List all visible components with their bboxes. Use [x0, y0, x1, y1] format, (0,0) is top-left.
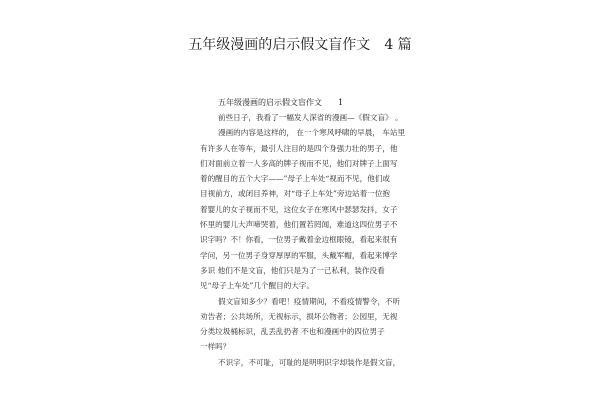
essay-line: 有许多人在等车，最引人注目的是四个身强力壮的男子，他 — [200, 143, 398, 153]
essay-line: 着的醒目的五个大字——”母子上车处“视而不见，他们或 — [200, 174, 391, 184]
essay-line: 目视前方，或闭目养神，对“母子上车处”旁边站着一位抱 — [200, 189, 391, 199]
document-title — [0, 34, 600, 54]
document-title-text: 五年级漫画的启示假文盲作文 — [188, 37, 371, 53]
section-heading-text: 五年级漫画的启示假文盲作文 — [218, 98, 322, 107]
document-title-count: 4 篇 — [384, 37, 412, 53]
essay-line: 见“母子上车处”几个醒目的大字。 — [200, 281, 315, 291]
essay-line: 分类垃圾桶标识，乱丢乱扔者 不也和漫画中的四位男子 — [200, 327, 385, 337]
section-heading — [218, 97, 343, 108]
essay-line: 学问，另一位男子身穿厚厚的军服，头戴军帽，看起来博学 — [200, 250, 398, 260]
essay-line: 着婴儿的女子视而不见，这位女子在寒风中瑟瑟发抖，女子 — [200, 204, 398, 214]
section-number: 1 — [338, 98, 344, 107]
essay-line: 漫画的内容是这样的， 在一个寒风呼啸的早晨， 车站里 — [218, 128, 406, 138]
essay-line: 假文盲知多少？看吧！疫情期间，不看疫情警令，不听 — [218, 296, 401, 306]
essay-line: 识字吗？不！你看，一位男子戴着金边框眼镜，看起来很有 — [200, 235, 398, 245]
essay-body — [200, 110, 406, 370]
essay-line: 怀里的婴儿大声啼哭着，他们置若罔闻，难道这四位男子不 — [200, 220, 398, 230]
essay-line: 多识 他们不是文盲，他们只是为了一己私利，装作没看 — [200, 265, 385, 275]
essay-line: 不识字，不可耻，可耻的是明明识字却装作是假文盲， — [218, 357, 401, 367]
essay-line: 们对面前立着一人多高的牌子视而不见，他们对牌子上面写 — [200, 158, 398, 168]
essay-line: 劝告者；公共场所，无视标示，损坏公物者；公园里，无视 — [200, 311, 398, 321]
essay-line: 前些日子，我看了一幅发人深省的漫画—《假文盲》 。 — [218, 113, 403, 122]
essay-line: 一样吗？ — [200, 342, 231, 352]
